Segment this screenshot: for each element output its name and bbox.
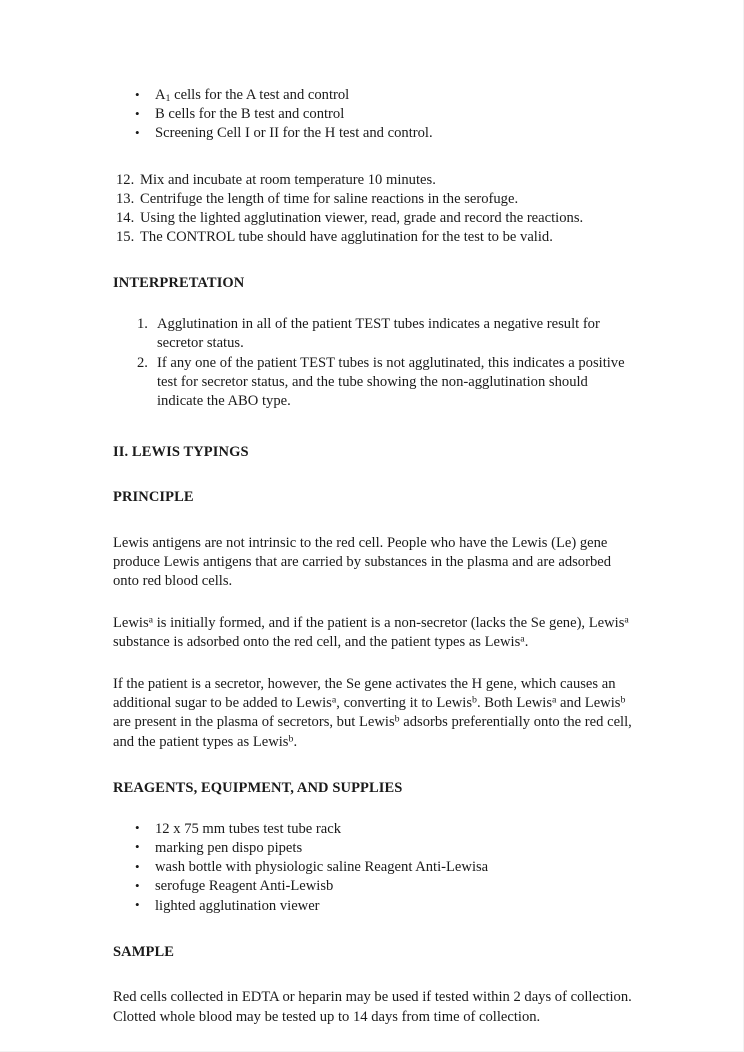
spacer [113,461,635,488]
item-number: 1. [137,315,148,332]
item-number: 2. [137,354,148,371]
principle-paragraph: Lewis antigens are not intrinsic to the red cell. People who have the Lewis (Le) gene produce Lewis antigens that are carried by substances in the plasma and are adsorbed onto red blood cells. [113,534,612,590]
list-item [113,897,635,916]
list-item-label: serofuge Reagent Anti-Lewisb [155,878,334,895]
cell-prefix: A [155,87,166,103]
spacer [113,916,635,943]
spacer [113,247,635,274]
text-run: and Lewis [556,695,621,712]
list-item-label: cells for the A test and control [170,87,350,103]
text-run: is initially formed, and if the patient is a non-secretor (lacks the Se gene), Lewis [153,614,625,631]
item-text: Agglutination in all of the patient TEST tubes indicates a negative result for secretor status. [157,315,600,352]
text-run: are present in the plasma of secretors, but Lewis [113,714,395,731]
text-run: adsorbs preferentially onto the red cell, and the patient types as Lewis [113,714,632,750]
step-number: 13. [116,190,135,207]
spacer [113,293,635,315]
reagents-list [113,820,635,916]
list-item [113,86,635,105]
list-item-label: B cells for the B test and control [155,106,345,123]
superscript-a: a [148,614,154,626]
spacer [113,752,635,779]
superscript-a: a [331,694,337,706]
interpretation-heading: INTERPRETATION [113,275,245,292]
step-number: 14. [116,209,135,226]
list-item [113,315,635,354]
list-item [113,171,635,190]
superscript-b: b [394,713,400,725]
list-item [113,839,635,858]
step-text: The CONTROL tube should have agglutination for the test to be valid. [140,229,553,246]
spacer [113,961,635,988]
list-item [113,877,635,896]
list-item [113,124,635,143]
document-content [113,86,635,1027]
list-item-label: marking pen dispo pipets [155,839,303,856]
superscript-a: a [624,614,629,626]
list-item-label: lighted agglutination viewer [155,897,320,914]
list-item [113,105,635,124]
text-run: . [524,634,529,651]
text-run: . [293,733,298,750]
spacer [113,592,635,614]
item-text: If any one of the patient TEST tubes is not agglutinated, this indicates a positive test for secretor status, and the tube showing the non-agglutination should indicate the ABO type. [157,354,625,410]
lewis-typings-heading: II. LEWIS TYPINGS [113,443,249,460]
step-text: Mix and incubate at room temperature 10 minutes. [140,171,436,188]
spacer [113,144,635,171]
spacer [113,412,635,443]
text-run: . Both Lewis [477,695,552,712]
text-run: If the patient is a secretor, however, the Se gene activates the H gene, which causes an additional sugar to be added to Lewis [113,675,616,712]
secretor-paragraph [113,675,635,753]
spacer [113,653,635,675]
principle-heading: PRINCIPLE [113,489,194,506]
secretor-cells-list [113,86,635,144]
sample-heading: SAMPLE [113,943,175,960]
superscript-a: a [552,694,557,706]
spacer [113,798,635,820]
step-number: 15. [116,229,135,246]
superscript-b: b [472,694,477,706]
list-item [113,820,635,839]
interpretation-list [113,315,635,412]
list-item [113,190,635,209]
superscript-a: a [520,633,525,645]
text-run: , converting it to Lewis [336,695,473,712]
list-item [113,354,635,412]
procedure-steps-list [113,171,635,248]
spacer [113,507,635,534]
list-item-label: wash bottle with physiologic saline Reagent Anti-Lewisa [155,859,489,876]
step-text: Using the lighted agglutination viewer, read, grade and record the reactions. [140,209,584,226]
list-item-label: 12 x 75 mm tubes test tube rack [155,820,342,837]
reagents-heading: REAGENTS, EQUIPMENT, AND SUPPLIES [113,780,403,797]
step-text: Centrifuge the length of time for saline reactions in the serofuge. [140,190,519,207]
list-item-label: Screening Cell I or II for the H test and control. [155,125,433,142]
superscript-b: b [620,694,626,706]
nonsecretor-paragraph [113,614,635,653]
sample-paragraph: Red cells collected in EDTA or heparin may be used if tested within 2 days of collection. Clotted whole blood may be tested up to 14 days from time of collection. [113,989,632,1025]
text-run: Lewis [113,614,149,631]
list-item [113,858,635,877]
step-number: 12. [116,171,135,188]
list-item [113,209,635,228]
text-run: substance is adsorbed onto the red cell, and the patient types as Lewis [113,634,521,651]
superscript-b: b [288,733,294,745]
list-item [113,228,635,247]
cell-subscript: 1 [165,92,171,104]
